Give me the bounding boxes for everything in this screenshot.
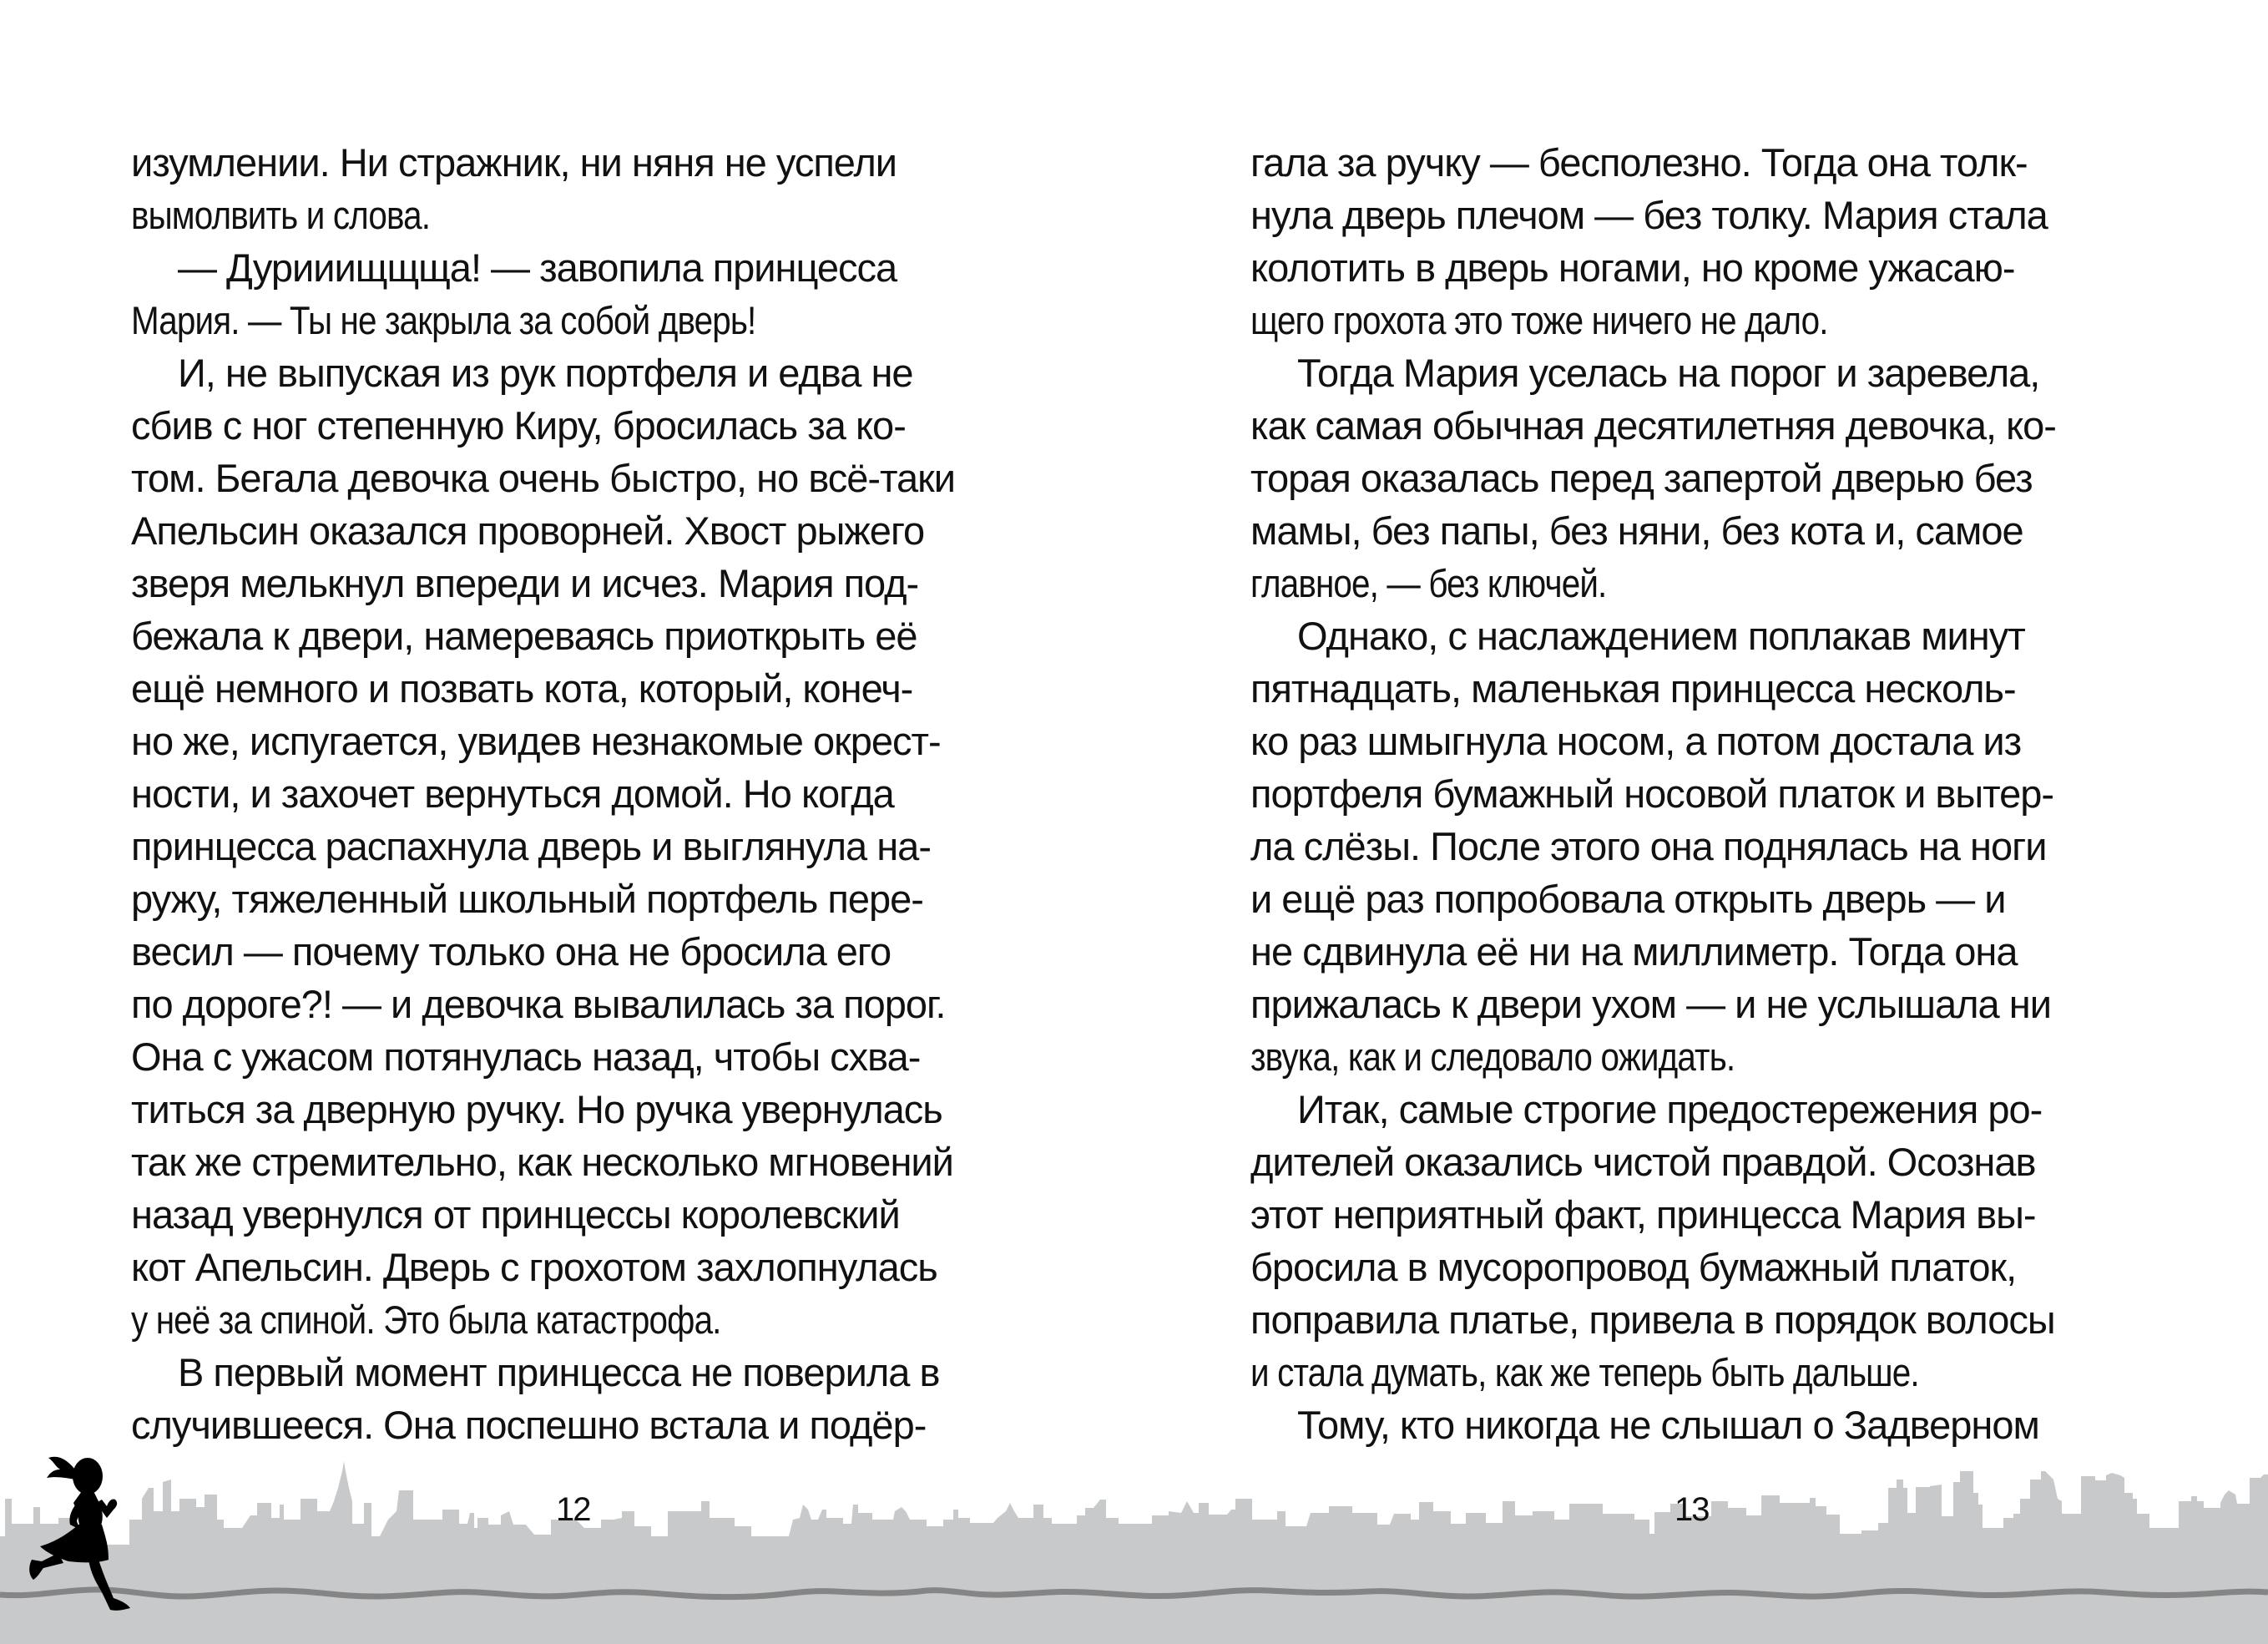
text-line: назад увернулся от принцессы королевский (131, 1192, 900, 1237)
page-number-left: 12 (556, 1491, 590, 1528)
text-line: В первый момент принцесса не поверила в (178, 1350, 940, 1394)
text-line: том. Бегала девочка очень быстро, но всё-таки (131, 456, 956, 500)
text-line: ко раз шмыгнула носом, а потом достала из (1250, 719, 2022, 763)
text-line: ружу, тяжеленный школьный портфель пере- (131, 877, 923, 921)
text-line: вымолвить и слова. (131, 193, 431, 237)
text-line: ещё немного и позвать кота, который, конеч- (131, 666, 913, 711)
text-line: поправила платье, привела в порядок волосы (1250, 1297, 2055, 1342)
left-page-text (131, 136, 1018, 1451)
text-line: Тогда Мария уселась на порог и заревела, (1297, 351, 2040, 395)
text-line: и стала думать, как же теперь быть дальше. (1250, 1350, 1919, 1394)
text-line: у неё за спиной. Это была катастрофа. (131, 1297, 721, 1342)
text-line: прижалась к двери ухом — и не услышала ни (1250, 982, 2051, 1026)
text-line: главное, — без ключей. (1250, 561, 1607, 605)
text-line: по дороге?! — и девочка вывалилась за порог. (131, 982, 946, 1026)
text-line: бросила в мусоропровод бумажный платок, (1250, 1245, 2017, 1289)
text-line: торая оказалась перед запертой дверью без (1250, 456, 2033, 500)
text-line: принцесса распахнула дверь и выглянула на- (131, 824, 931, 868)
text-line: нула дверь плечом — без толку. Мария стала (1250, 193, 2048, 237)
text-line: звука, как и следовало ожидать. (1250, 1034, 1735, 1079)
text-line: Она с ужасом потянулась назад, чтобы схва- (131, 1034, 921, 1079)
text-line: — Дурииищщща! — завопила принцесса (178, 245, 897, 290)
text-line: дителей оказались чистой правдой. Осознав (1250, 1140, 2036, 1184)
text-line: Тому, кто никогда не слышал о Задверном (1297, 1403, 2039, 1447)
text-line: не сдвинула её ни на миллиметр. Тогда она (1250, 929, 2018, 974)
text-line: случившееся. Она поспешно встала и подёр- (131, 1403, 927, 1447)
text-line: изумлении. Ни стражник, ни няня не успели (131, 140, 897, 185)
text-line: портфеля бумажный носовой платок и вытер- (1250, 771, 2054, 816)
text-line: но же, испугается, увидев незнакомые окрест- (131, 719, 941, 763)
text-line: этот неприятный факт, принцесса Мария вы- (1250, 1192, 2036, 1237)
text-line: и ещё раз попробовала открыть дверь — и (1250, 877, 2006, 921)
text-line: кот Апельсин. Дверь с грохотом захлопнулась (131, 1245, 937, 1289)
text-line: титься за дверную ручку. Но ручка увернулась (131, 1087, 942, 1131)
skyline-footer (0, 1419, 2268, 1644)
text-line: Апельсин оказался проворней. Хвост рыжего (131, 508, 925, 553)
city-skyline-icon (0, 1419, 2268, 1644)
text-line: пятнадцать, маленькая принцесса несколь- (1250, 666, 2016, 711)
text-line: мамы, без папы, без няни, без кота и, самое (1250, 508, 2023, 553)
text-line: колотить в дверь ногами, но кроме ужасаю- (1250, 245, 2015, 290)
text-line: щего грохота это тоже ничего не дало. (1250, 298, 1828, 342)
text-line: бежала к двери, намереваясь приоткрыть её (131, 614, 917, 658)
page-number-right: 13 (1674, 1491, 1709, 1528)
right-page-text (1250, 136, 2137, 1451)
text-line: весил — почему только она не бросила его (131, 929, 892, 974)
text-line: ла слёзы. После этого она поднялась на ноги (1250, 824, 2047, 868)
text-line: так же стремительно, как несколько мгновений (131, 1140, 953, 1184)
running-girl-icon (0, 1419, 167, 1644)
text-line: как самая обычная десятилетняя девочка, ко- (1250, 403, 2056, 448)
text-line: Мария. — Ты не закрыла за собой дверь! (131, 298, 756, 342)
text-line: сбив с ног степенную Киру, бросилась за ко- (131, 403, 906, 448)
text-line: гала за ручку — бесполезно. Тогда она толк- (1250, 140, 2028, 185)
text-line: И, не выпуская из рук портфеля и едва не (178, 351, 913, 395)
text-line: Однако, с наслаждением поплакав минут (1297, 614, 2025, 658)
text-line: Итак, самые строгие предостережения ро- (1297, 1087, 2043, 1131)
text-line: зверя мелькнул впереди и исчез. Мария под- (131, 561, 919, 605)
text-line: ности, и захочет вернуться домой. Но когда (131, 771, 894, 816)
